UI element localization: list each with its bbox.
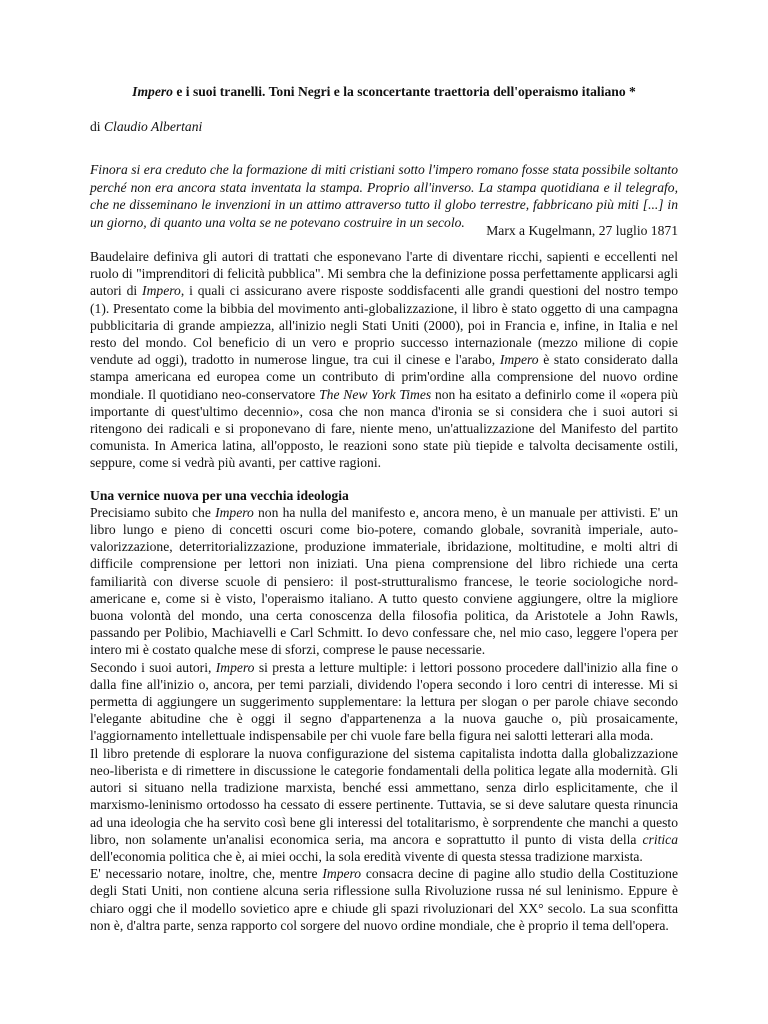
book-title: Impero: [499, 352, 539, 368]
book-title: Impero: [215, 504, 254, 520]
newspaper-title: The New York Times: [319, 386, 432, 402]
text-run: Precisiamo subito che: [90, 504, 216, 520]
document-title: [0, 83, 768, 101]
text-run: dell'economia politica che è, ai miei occhi, la sola eredità vivente di questa stessa tradizione marxista.: [90, 848, 643, 864]
emphasis: critica: [642, 831, 678, 847]
book-title: Impero: [215, 659, 255, 675]
paragraph-3: [90, 659, 678, 745]
text-run: , i quali ci assicurano avere risposte soddisfacenti alle grandi questioni del nostro tempo (1). Presentato come la bibbia del movimento anti-globalizzazione, il libro è stato oggetto di una campagna pubblicitaria di grande ampiezza, all'inizio negli Stati Uniti (2000), poi in Francia e, infine, in Italia e nel resto del mondo. Col beneficio di un vero e proprio successo internazionale (mezzo milione di copie vendute ad oggi), tradotto in numerose lingue, tra cui il cinese e l'arabo,: [90, 283, 678, 368]
text-run: Secondo i suoi autori,: [90, 659, 216, 675]
author-name: Claudio Albertani: [103, 119, 203, 134]
author-line: [90, 118, 202, 136]
author-prefix: di: [90, 119, 104, 134]
book-title: Impero: [142, 283, 181, 299]
epigraph-attribution: Marx a Kugelmann, 27 luglio 1871: [486, 223, 678, 238]
paragraph-5: [90, 865, 678, 934]
text-run: è stato considerato dalla stampa americana ed europea come un contributo di prim'ordine alla comprensione del nuovo ordine mondiale. Il quotidiano neo-conservatore: [90, 352, 678, 402]
text-run: non ha esitato a definirlo come il «opera più importante di quest'ultimo decennio», cosa che non manca d'ironia se si considera che i suoi autori si ritengono dei radicali e si proponevano di fare, niente meno, un'attualizzazione del Manifesto del partito comunista. In America latina, all'opposto, le reazioni sono state più tiepide e talvolta decisamente ostili, seppure, come si vedrà più avanti, per cattive ragioni.: [90, 386, 679, 471]
paragraph-intro: [90, 248, 678, 472]
epigraph-quote: Finora si era creduto che la formazione di miti cristiani sotto l'impero romano fosse stata possibile soltanto perché non era ancora stata inventata la stampa. Proprio all'inverso. La stampa quotidiana e il telegrafo, che ne disseminano le invenzioni in un attimo attraverso tutto il globo terrestre, fabbricano più miti [...] in un giorno, di quanto una volta se ne potevano costruire in un secolo.: [90, 162, 678, 230]
text-run: E' necessario notare, inoltre, che, mentre: [90, 866, 323, 882]
text-run: Baudelaire definiva gli autori di trattati che esponevano l'arte di diventare ricchi, sapienti e eccellenti nel ruolo di "imprenditori di felicità pubblica". Mi sembra che la definizione possa perfettamente applicarsi agli autori di: [90, 249, 678, 299]
article-body: [90, 248, 678, 934]
book-title: Impero: [322, 866, 362, 882]
text-run: non ha nulla del manifesto e, ancora meno, è un manuale per attivisti. E' un libro lungo e pieno di concetti oscuri come bio-potere, comando globale, sovranità imperiale, auto-valorizzazione, deterritorializzazione, produzione immateriale, ibridazione, moltitudine, e molti altri di difficile comprensione per lettori non iniziati. Una piena comprensione del libro richiede una certa familiarità con diverse scuole di pensiero: il post-strutturalismo francese, le teorie sociologiche nord-americane e, come si è visto, l'operaismo italiano. A tutto questo conviene aggiungere, oltre la migliore buona volontà del mondo, una certa conoscenza della filosofia politica, da Aristotele a John Rawls, passando per Polibio, Machiavelli e Carl Schmitt. Io devo confessare che, nel mio caso, leggere l'opera per intero mi è costato qualche mese di sforzi, comprese le pause necessarie.: [90, 504, 678, 658]
text-run: Il libro pretende di esplorare la nuova configurazione del sistema capitalista indotta dalla globalizzazione neo-liberista e di rimettere in discussione le categorie fondamentali della politica legate alla modernità. Gli autori si situano nella tradizione marxista, benché essi ammettano, senza dirlo esplicitamente, che il marxismo-leninismo ortodosso ha cessato di essere pertinente. Tuttavia, se si deve salutare questa rinuncia ad una ideologia che ha servito così bene gli interessi del totalitarismo, è sorprendente che manchi a questo libro, non solamente un'analisi economica seria, ma ancora e soprattutto il punto di vista della: [90, 745, 678, 847]
text-run: si presta a letture multiple: i lettori possono procedere dall'inizio alla fine o dalla fine all'inizio o, ancora, per temi parziali, dividendo l'opera secondo i loro centri di interesse. Mi si permetta di aggiungere un suggerimento supplementare: la lettura per slogan o per parole chiave secondo l'elegante abitudine che è oggi il segno d'appartenenza a la nuova gauche o, più prosaicamente, l'aggiornamento intellettuale indispensabile per chi vuole fare bella figura nei salotti letterari alla moda.: [90, 659, 678, 744]
paragraph-4: [90, 745, 678, 865]
paragraph-2: [90, 504, 678, 659]
section-heading: Una vernice nuova per una vecchia ideologia: [90, 487, 349, 503]
title-emphasis: Impero: [132, 84, 173, 99]
title-text: e i suoi tranelli. Toni Negri e la sconcertante traettoria dell'operaismo italiano *: [172, 84, 636, 99]
text-run: consacra decine di pagine allo studio della Costituzione degli Stati Uniti, non contiene alcuna seria riflessione sulla Rivoluzione russa né sul leninismo. Eppure è chiaro oggi che il modello sovietico apre e chiude gli spazi rivoluzionari del XX° secolo. La sua sconfitta non è, d'altra parte, senza rapporto col sorgere del nuovo ordine mondiale, che è proprio il tema dell'opera.: [90, 866, 678, 933]
